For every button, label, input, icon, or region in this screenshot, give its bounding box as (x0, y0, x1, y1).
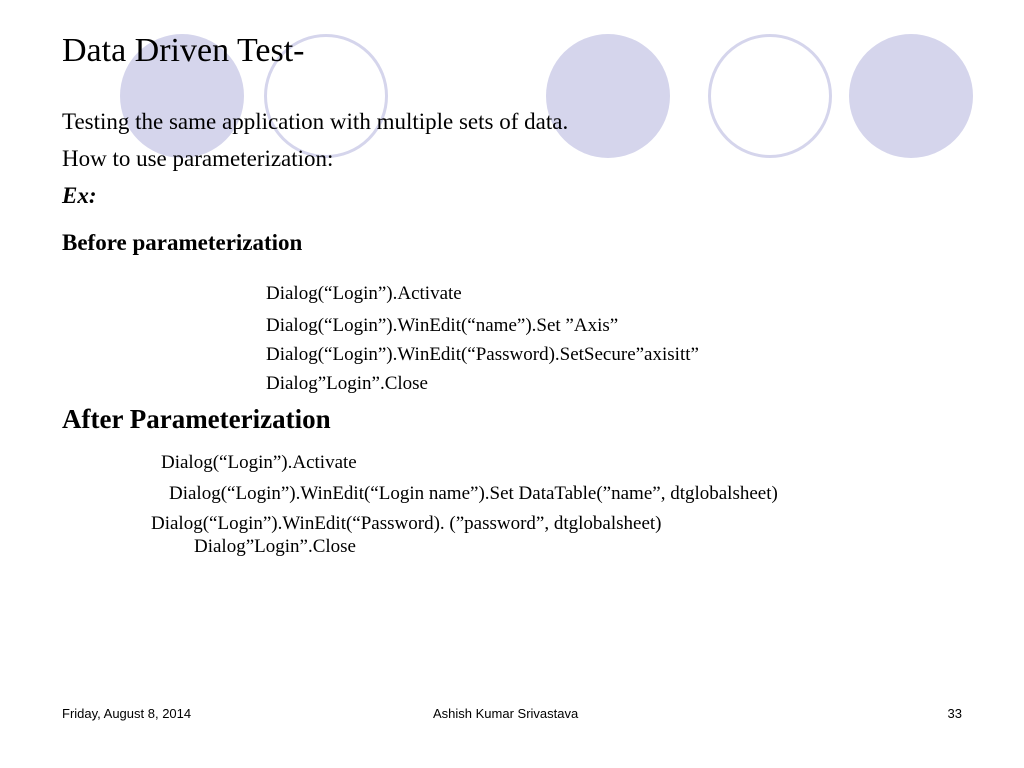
code-line: Dialog(“Login”).Activate (161, 452, 357, 473)
decor-circle-filled-3 (849, 34, 973, 158)
code-line: Dialog”Login”.Close (266, 373, 428, 394)
footer-date: Friday, August 8, 2014 (62, 706, 192, 721)
code-line: Dialog(“Login”).WinEdit(“Password). (”password”, dtglobalsheet) (151, 513, 662, 534)
intro-line: How to use parameterization: (62, 146, 334, 171)
code-line: Dialog(“Login”).WinEdit(“name”).Set ”Axis” (266, 315, 619, 336)
decor-circle-outline-2 (708, 34, 832, 158)
example-label: Ex: (62, 183, 97, 208)
page-number: 33 (947, 706, 962, 721)
intro-line: Testing the same application with multiple sets of data. (62, 109, 569, 134)
code-line: Dialog(“Login”).WinEdit(“Login name”).Set DataTable(”name”, dtglobalsheet) (169, 483, 778, 504)
code-line: Dialog(“Login”).WinEdit(“Password).SetSecure”axisitt” (266, 344, 699, 365)
before-heading: Before parameterization (62, 230, 303, 255)
slide-title: Data Driven Test- (62, 32, 305, 69)
after-heading: After Parameterization (62, 404, 331, 434)
footer-author: Ashish Kumar Srivastava (433, 706, 579, 721)
code-line: Dialog(“Login”).Activate (266, 283, 462, 304)
decor-circle-filled-2 (546, 34, 670, 158)
code-line: Dialog”Login”.Close (194, 536, 356, 557)
